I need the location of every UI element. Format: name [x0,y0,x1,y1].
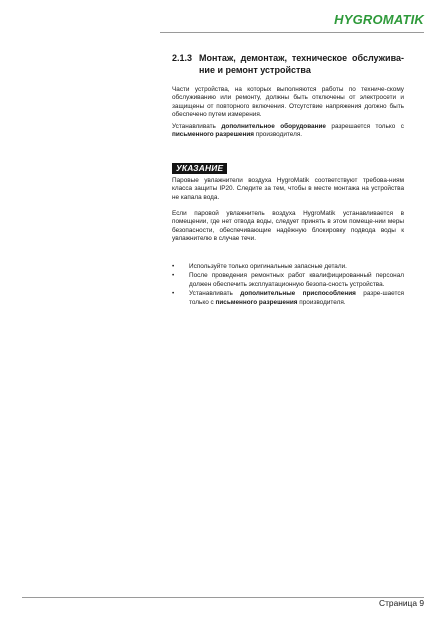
bold-text-segment: письменного разрешения [215,298,298,306]
paragraph-deenergize: Части устройства, на которых выполняются работы по техниче-скому обслуживанию или ремонту, должны быть отключены от электросети и защищены от повторного включения. Отсутствие напряжения должно быть обеспечено путем измерения. [172,86,404,119]
bullet-marker: • [172,290,175,298]
bullet-marker: • [172,263,175,270]
header-divider [160,32,424,33]
footer-divider [22,597,424,598]
logo-text-matik: MATIK [382,12,424,27]
list-item [172,263,404,271]
bold-text-segment: дополнительные приспособления [240,290,356,298]
text-segment: разрешается только с [325,123,404,130]
bullet-marker: • [172,272,175,280]
bold-text-segment: дополнительное оборудование [221,123,326,130]
section-heading [172,52,404,76]
bullet-list [172,263,404,308]
notice-paragraph-ip20: Паровые увлажнители воздуха HygroMatik соответствуют требова-ниям класса защиты IP20. Следите за тем, чтобы в месте монтажа на устройства не капала вода. [172,177,404,201]
text-segment: разре-шается только с [189,290,405,306]
hygromatik-logo [334,12,424,27]
list-item-text: После проведения ремонтных работ квалифицированный персонал должен обеспечить эксплуатационную безопа-сность устройства. [189,272,404,288]
list-item [172,272,404,289]
notice-label: УКАЗАНИЕ [172,163,227,174]
list-item-text: Используйте только оригинальные запасные детали. [189,263,347,270]
paragraph-additional-equipment [172,123,404,140]
text-segment: производителя. [254,131,303,139]
text-segment: Устанавливать [172,123,222,130]
notice-paragraph-water-drain: Если паровой увлажнитель воздуха HygroMatik устанавливается в помещении, где нет отвода воды, следует принять в этом помеще-нии меры безопасности, обеспечивающие надёжную блокировку подвода воды к увлажнителю в случае течи. [172,210,404,243]
logo-text-hygro: HYGRO [334,12,383,27]
section-title: Монтаж, демонтаж, техническое обслужива-ние и ремонт устройства [199,53,404,75]
section-number: 2.1.3 [172,53,193,63]
text-segment: Устанавливать [189,290,241,298]
text-segment: производителя. [297,298,346,306]
list-item [172,290,404,307]
page-number: Страница 9 [379,598,424,608]
bold-text-segment: письменного разрешения [172,131,255,139]
